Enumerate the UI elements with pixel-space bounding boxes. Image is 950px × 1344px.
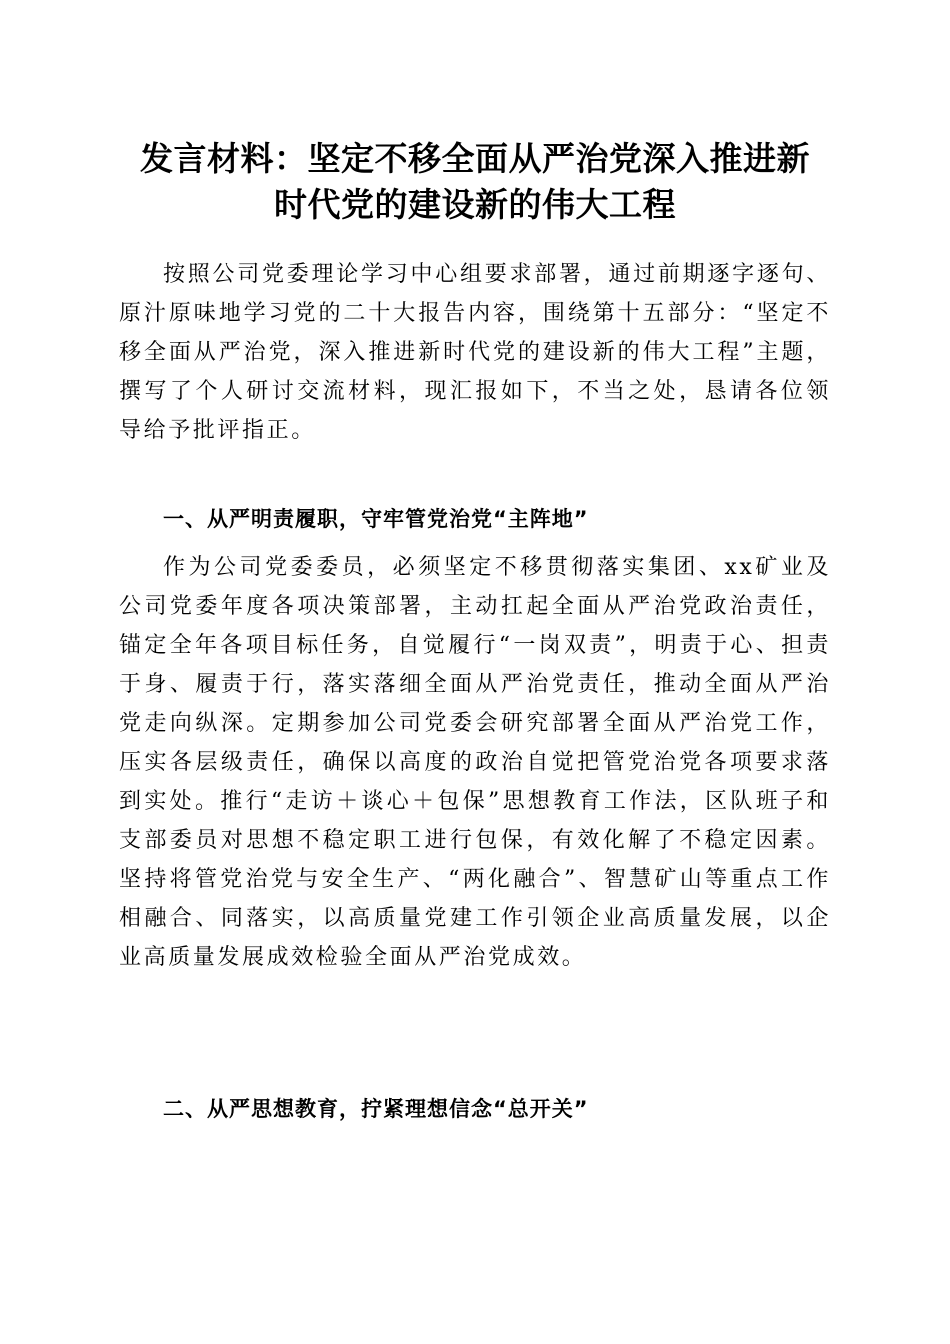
section-heading-1: 一、从严明责履职，守牢管党治党“主阵地” (163, 507, 589, 531)
intro-paragraph: 按照公司党委理论学习中心组要求部署，通过前期逐字逐句、原汁原味地学习党的二十大报告内容，围绕第十五部分：“坚定不移全面从严治党，深入推进新时代党的建设新的伟大工程”主题，撰写了个人研讨交流材料，现汇报如下，不当之处，恳请各位领导给予批评指正。 (119, 262, 831, 443)
document-title (110, 136, 840, 228)
section-1-paragraph: 作为公司党委委员，必须坚定不移贯彻落实集团、xx矿业及公司党委年度各项决策部署，主动扛起全面从严治党政治责任，锚定全年各项目标任务，自觉履行“一岗双责”，明责于心、担责于身、履责于行，落实落细全面从严治党责任，推动全面从严治党走向纵深。定期参加公司党委会研究部署全面从严治党工作，压实各层级责任，确保以高度的政治自觉把管党治党各项要求落到实处。推行“走访＋谈心＋包保”思想教育工作法，区队班子和支部委员对思想不稳定职工进行包保，有效化解了不稳定因素。坚持将管党治党与安全生产、“两化融合”、智慧矿山等重点工作相融合、同落实，以高质量党建工作引领企业高质量发展，以企业高质量发展成效检验全面从严治党成效。 (119, 555, 831, 970)
title-line-2: 时代党的建设新的伟大工程 (274, 185, 676, 224)
section-heading-2: 二、从严思想教育，拧紧理想信念“总开关” (163, 1097, 589, 1121)
title-line-1: 发言材料：坚定不移全面从严治党深入推进新 (140, 139, 810, 178)
